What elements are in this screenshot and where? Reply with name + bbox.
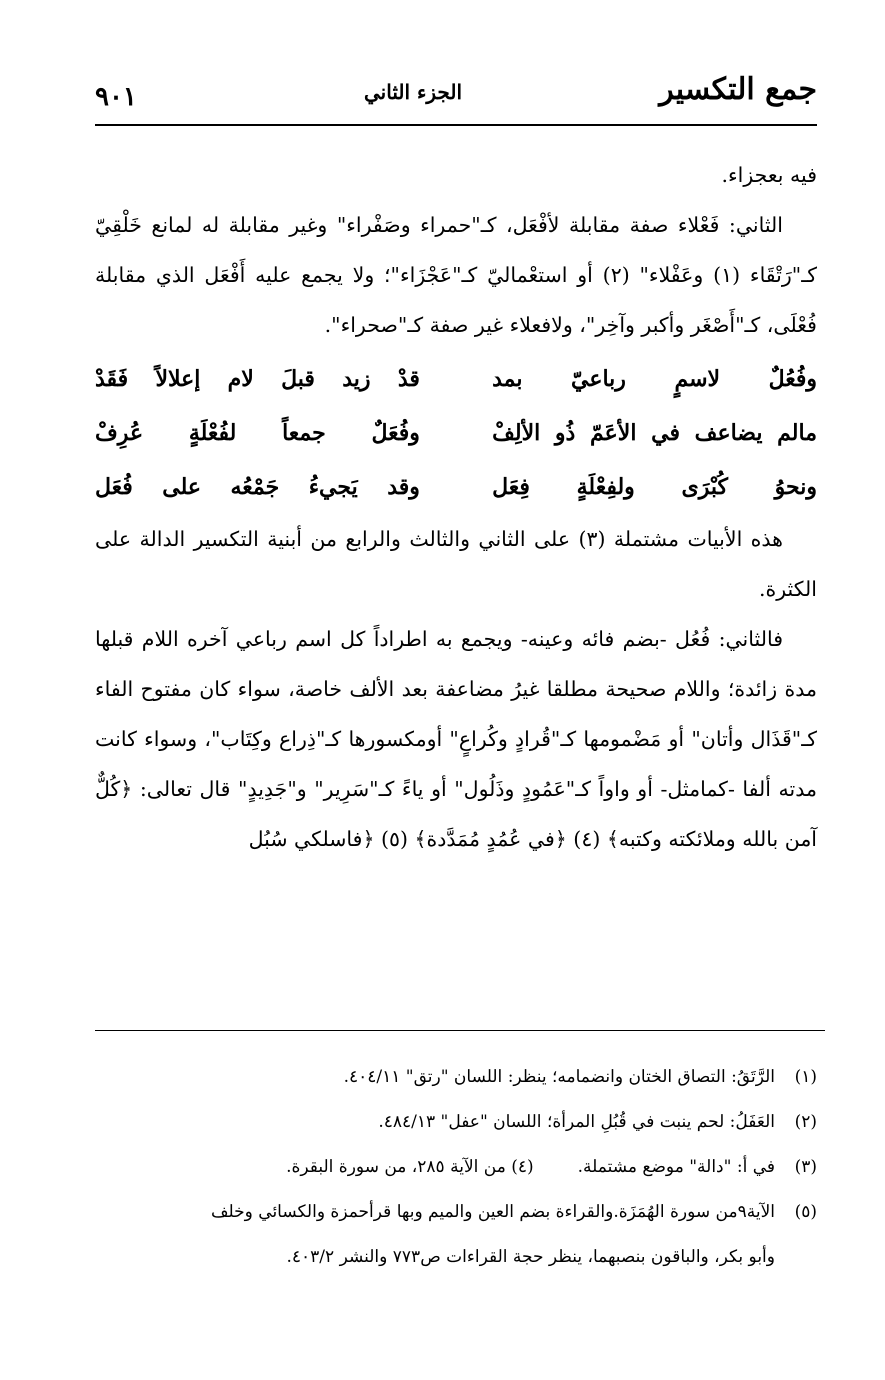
footnote-number: (٤) [511, 1157, 534, 1177]
verse-block [95, 352, 817, 514]
verse-second-hemistich: وقد يَجيءُ جَمْعُه على فُعَل [95, 474, 420, 500]
footnote-number: (١) [794, 1067, 817, 1087]
main-text [95, 150, 817, 864]
footnote-text: الآية٩من سورة الهُمَزَة.والقراءة بضم العين والميم وبها قرأحمزة والكسائي وخلف [210, 1202, 775, 1222]
verse-first-hemistich: مالم يضاعف في الأعَمّ ذُو الألِفْ [492, 420, 817, 446]
footnote-text [95, 1145, 775, 1190]
footnote [95, 1055, 817, 1100]
verse-line [95, 352, 817, 406]
footnote-number: (٢) [794, 1112, 817, 1132]
verse-second-hemistich: وفُعَلٌ جمعاً لفُعْلَةٍ عُرِفْ [95, 420, 420, 446]
footnotes [95, 1055, 817, 1280]
footnote [95, 1100, 817, 1145]
volume-label: الجزء الثاني [364, 80, 462, 104]
footnote-number: (٥) [794, 1202, 817, 1222]
page-header [95, 68, 817, 128]
verse-first-hemistich: وفُعُلٌ لاسمٍ رباعيّ بمد [492, 366, 817, 392]
paragraph: هذه الأبيات مشتملة (٣) على الثاني والثالث والرابع من أبنية التكسير الدالة على الكثرة. [95, 527, 817, 601]
footnote-text-part: في أ: "دالة" موضع مشتملة. [577, 1157, 775, 1177]
footnote-number: (٣) [794, 1157, 817, 1177]
footnote-text: العَفَلُ: لحم ينبت في قُبُلِ المرأة؛ اللسان "عفل" ٤٨٤/١٣. [378, 1112, 775, 1132]
footnote-text: الرَّتَقُ: التصاق الختان وانضمامه؛ ينظر: اللسان "رتق" ٤٠٤/١١. [343, 1067, 775, 1087]
footnote-text-part: من الآية ٢٨٥، من سورة البقرة. [286, 1157, 506, 1177]
chapter-title: جمع التكسير [659, 72, 817, 107]
footnote [95, 1190, 817, 1235]
verse-line [95, 460, 817, 514]
verse-second-hemistich: قدْ زيد قبلَ لام إعلالاً فَقَدْ [95, 366, 420, 392]
paragraph: فيه بعجزاء. [721, 163, 817, 187]
footnote-continuation: وأبو بكر، والباقون بنصبهما، ينظر حجة القراءات ص٧٧٣ والنشر ٤٠٣/٢. [286, 1247, 775, 1267]
paragraph: الثاني: فَعْلاء صفة مقابلة لأفْعَل، كـ"حمراء وصَفْراء" وغير مقابلة له لمانع خَلْقِيّ كـ"رَتْقَاء (١) وعَفْلاء" (٢) أو استعْماليّ كـ"عَجْزَاء"؛ ولا يجمع عليه أَفْعَل الذي مقابلة فُعْلَى، كـ"أَصْغَر وأكبر وآخِر"، ولافعلاء غير صفة كـ"صحراء". [95, 213, 817, 337]
verse-first-hemistich: ونحوُ كُبْرَى ولفِعْلَةٍ فِعَل [492, 474, 817, 500]
footnote [95, 1145, 817, 1190]
footnote-rule [95, 1030, 825, 1031]
paragraph: فالثاني: فُعُل -بضم فائه وعينه- ويجمع به اطراداً كل اسم رباعي آخره اللام قبلها مدة زائدة؛ واللام صحيحة مطلقا غيرُ مضاعفة بعد الألف خاصة، سواء كان مفتوح الفاء كـ"قَذَال وأتان" أو مَضْمومها كـ"قُرادٍ وكُراعٍ" أومكسورها كـ"ذِراع وكِتَاب"، وسواء كانت مدته ألفا -كمامثل- أو واواً كـ"عَمُودٍ وذَلُول" أو ياءً كـ"سَرِير" و"جَدِيدٍ" قال تعالى: ﴿كُلٌّ آمن بالله وملائكته وكتبه﴾ (٤) ﴿في عُمُدٍ مُمَدَّدة﴾ (٥) ﴿فاسلكي سُبُل [95, 627, 817, 851]
verse-line [95, 406, 817, 460]
page-number: ٩٠١ [95, 82, 137, 112]
header-rule [95, 124, 817, 126]
